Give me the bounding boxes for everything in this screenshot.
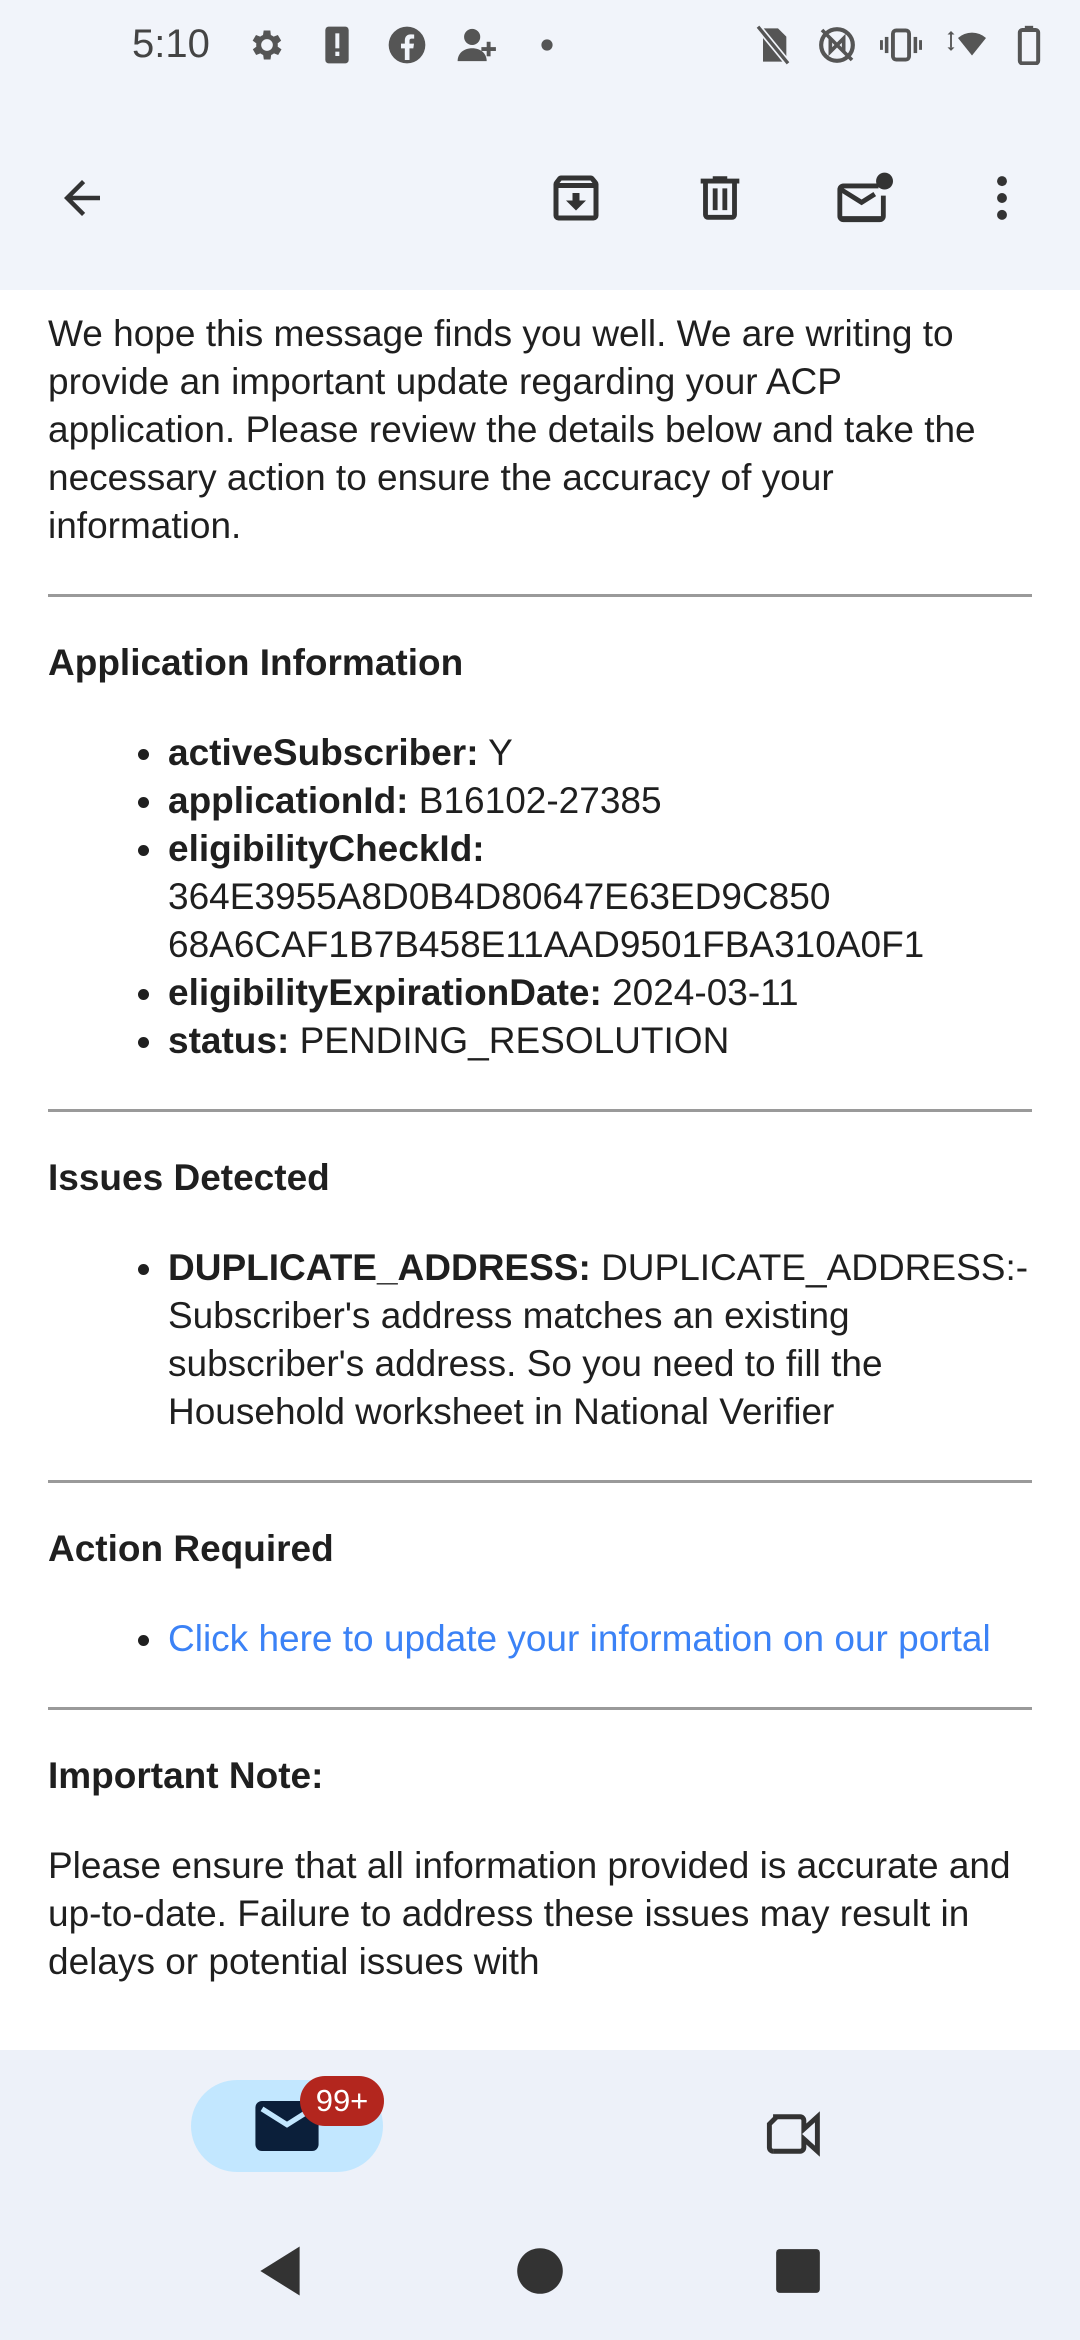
settings-gear-icon xyxy=(246,24,288,66)
more-options-button[interactable] xyxy=(964,160,1040,236)
bottom-navigation xyxy=(0,2050,1080,2205)
more-vert-icon xyxy=(975,171,1029,225)
important-note-text: Please ensure that all information provided is accurate and up-to-date. Failure to address these issues may result in delays or potential issues with xyxy=(48,1845,1011,1982)
system-back-button[interactable] xyxy=(240,2231,320,2311)
issues-title: Issues Detected xyxy=(48,1157,330,1198)
divider xyxy=(48,1109,1032,1112)
action-list xyxy=(48,1615,1032,1663)
status-time: 5:10 xyxy=(132,22,210,66)
notification-icons xyxy=(246,24,568,66)
divider xyxy=(48,1707,1032,1710)
vibrate-icon xyxy=(880,24,922,66)
add-contact-icon xyxy=(456,24,498,66)
no-sim-icon xyxy=(752,24,794,66)
system-recents-button[interactable] xyxy=(758,2231,838,2311)
mark-unread-button[interactable] xyxy=(826,160,902,236)
list-item: activeSubscriber: Y xyxy=(168,729,1032,777)
archive-icon xyxy=(546,168,606,228)
system-navigation-bar xyxy=(0,2205,1080,2340)
important-note-title: Important Note: xyxy=(48,1755,324,1796)
more-notifications-dot-icon xyxy=(526,24,568,66)
facebook-icon xyxy=(386,24,428,66)
back-button[interactable] xyxy=(44,160,120,236)
list-item: DUPLICATE_ADDRESS: DUPLICATE_ADDRESS:- Subscriber's address matches an existing subscriber's address. So you need to fill the Household worksheet in National Verifier xyxy=(168,1244,1032,1436)
list-item: eligibilityExpirationDate: 2024-03-11 xyxy=(168,969,1032,1017)
delete-button[interactable] xyxy=(682,160,758,236)
list-item: eligibilityCheckId: 364E3955A8D0B4D80647E63ED9C850 68A6CAF1B7B458E11AAD9501FBA310A0F1 xyxy=(168,825,1032,969)
divider xyxy=(48,594,1032,597)
nfc-off-icon xyxy=(816,24,858,66)
mail-unread-icon xyxy=(832,169,896,227)
list-item: status: PENDING_RESOLUTION xyxy=(168,1017,1032,1065)
email-body[interactable] xyxy=(0,290,1080,2050)
unread-count-badge: 99+ xyxy=(300,2076,384,2126)
application-info-title: Application Information xyxy=(48,642,464,683)
email-intro: We hope this message finds you well. We are writing to provide an important update regarding your ACP application. Please review the details below and take the necessary action to ensure the accuracy of your information. xyxy=(48,313,976,546)
email-toolbar xyxy=(0,100,1080,290)
archive-button[interactable] xyxy=(538,160,614,236)
alert-icon xyxy=(316,24,358,66)
square-recents-icon xyxy=(775,2248,821,2294)
issues-list xyxy=(48,1244,1032,1436)
battery-icon xyxy=(1008,24,1050,66)
status-bar xyxy=(0,0,1080,100)
action-required-title: Action Required xyxy=(48,1528,334,1569)
system-icons xyxy=(752,24,1050,66)
video-camera-icon xyxy=(762,2108,826,2160)
divider xyxy=(48,1480,1032,1483)
arrow-left-icon xyxy=(55,171,109,225)
update-info-link[interactable]: Click here to update your information on our portal xyxy=(168,1618,991,1659)
wifi-data-icon xyxy=(944,24,986,66)
triangle-back-icon xyxy=(255,2244,305,2298)
application-info-list xyxy=(48,729,1032,1065)
circle-home-icon xyxy=(516,2247,564,2295)
list-item: applicationId: B16102-27385 xyxy=(168,777,1032,825)
system-home-button[interactable] xyxy=(500,2231,580,2311)
trash-icon xyxy=(691,169,749,227)
meet-tab[interactable] xyxy=(756,2096,832,2172)
list-item xyxy=(168,1615,1032,1663)
